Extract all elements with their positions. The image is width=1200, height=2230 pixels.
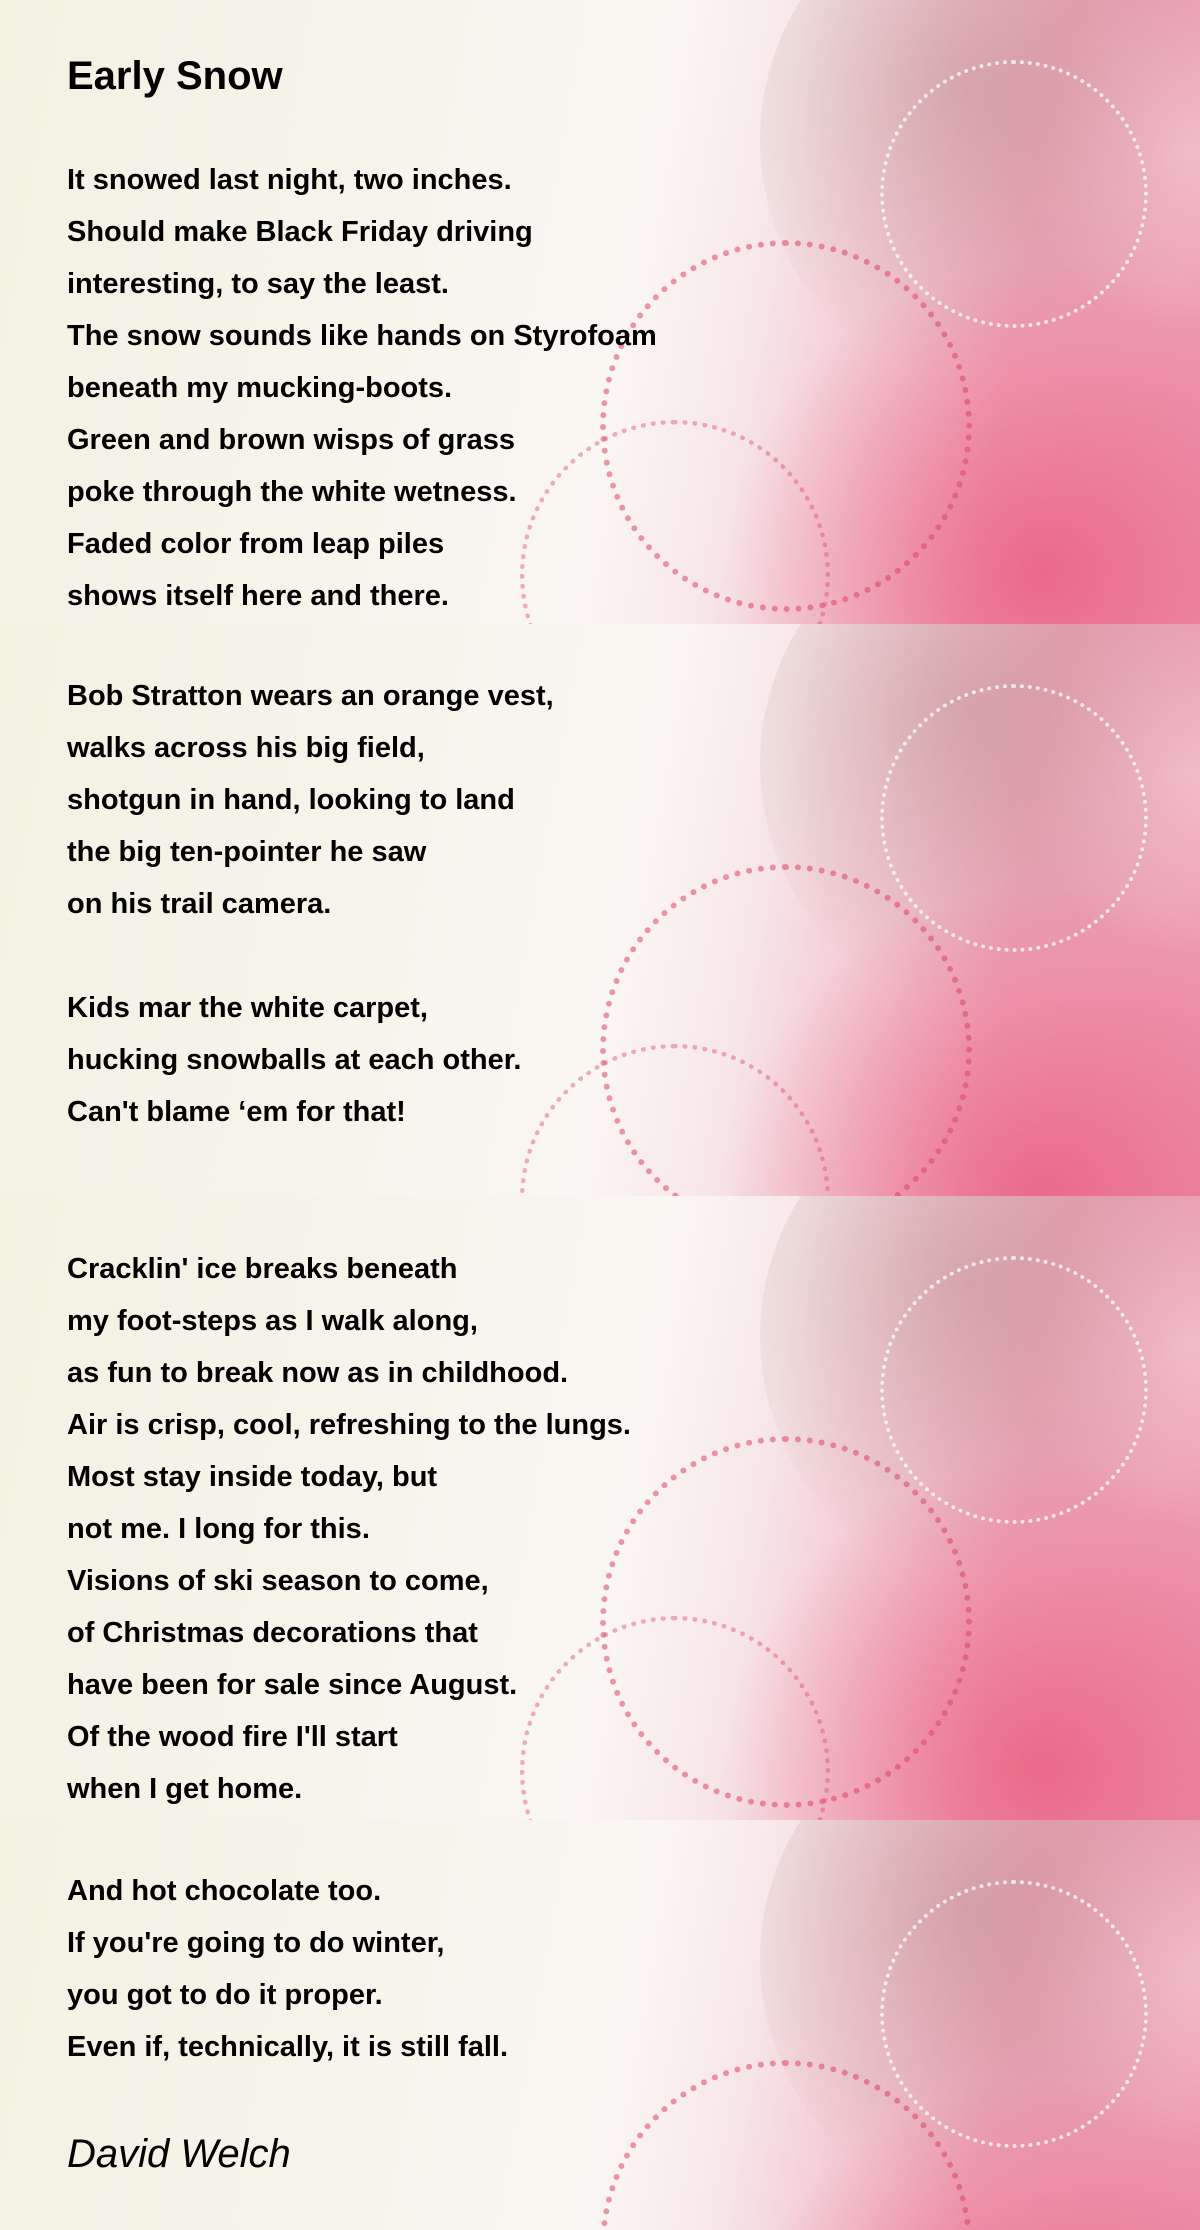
poem-line: It snowed last night, two inches.	[67, 164, 512, 196]
stanza-5	[67, 1865, 508, 2073]
poem-line: not me. I long for this.	[67, 1513, 370, 1545]
poem-line: on his trail camera.	[67, 888, 332, 920]
poem-author: David Welch	[67, 2132, 291, 2176]
poem-line: Of the wood fire I'll start	[67, 1721, 398, 1753]
stanza-4	[67, 1243, 631, 1815]
poem-line: Green and brown wisps of grass	[67, 424, 515, 456]
background-dotted-swirl	[880, 684, 1148, 952]
poem-line: you got to do it proper.	[67, 1979, 383, 2011]
poem-line: Even if, technically, it is still fall.	[67, 2031, 509, 2063]
background-dotted-swirl	[880, 1256, 1148, 1524]
poem-line: Air is crisp, cool, refreshing to the lungs.	[67, 1409, 631, 1441]
stanza-3	[67, 982, 521, 1138]
poem-line: the big ten-pointer he saw	[67, 836, 427, 868]
poem-line: hucking snowballs at each other.	[67, 1044, 522, 1076]
poem-line: And hot chocolate too.	[67, 1875, 382, 1907]
poem-line: interesting, to say the least.	[67, 268, 449, 300]
poem-line: Bob Stratton wears an orange vest,	[67, 680, 554, 712]
poem-line: Should make Black Friday driving	[67, 216, 533, 248]
poem-line: The snow sounds like hands on Styrofoam	[67, 320, 657, 352]
background-dotted-swirl	[880, 1880, 1148, 2148]
poem-line: when I get home.	[67, 1773, 303, 1805]
poem-line: walks across his big field,	[67, 732, 425, 764]
poem-title: Early Snow	[67, 54, 283, 98]
poem-line: If you're going to do winter,	[67, 1927, 445, 1959]
poem-line: Visions of ski season to come,	[67, 1565, 489, 1597]
background-dotted-swirl	[880, 60, 1148, 328]
stanza-1	[67, 154, 657, 622]
poem-line: Kids mar the white carpet,	[67, 992, 428, 1024]
poem-line: shows itself here and there.	[67, 580, 449, 612]
poem-line: as fun to break now as in childhood.	[67, 1357, 569, 1389]
poem-line: of Christmas decorations that	[67, 1617, 478, 1649]
poem-line: beneath my mucking-boots.	[67, 372, 453, 404]
poem-line: Faded color from leap piles	[67, 528, 445, 560]
poem-line: have been for sale since August.	[67, 1669, 518, 1701]
poem-line: shotgun in hand, looking to land	[67, 784, 515, 816]
stanza-2	[67, 670, 554, 930]
poem-line: my foot-steps as I walk along,	[67, 1305, 478, 1337]
poem-line: Can't blame ‘em for that!	[67, 1096, 406, 1128]
poem-line: poke through the white wetness.	[67, 476, 517, 508]
poem-line: Cracklin' ice breaks beneath	[67, 1253, 458, 1285]
poem-line: Most stay inside today, but	[67, 1461, 438, 1493]
